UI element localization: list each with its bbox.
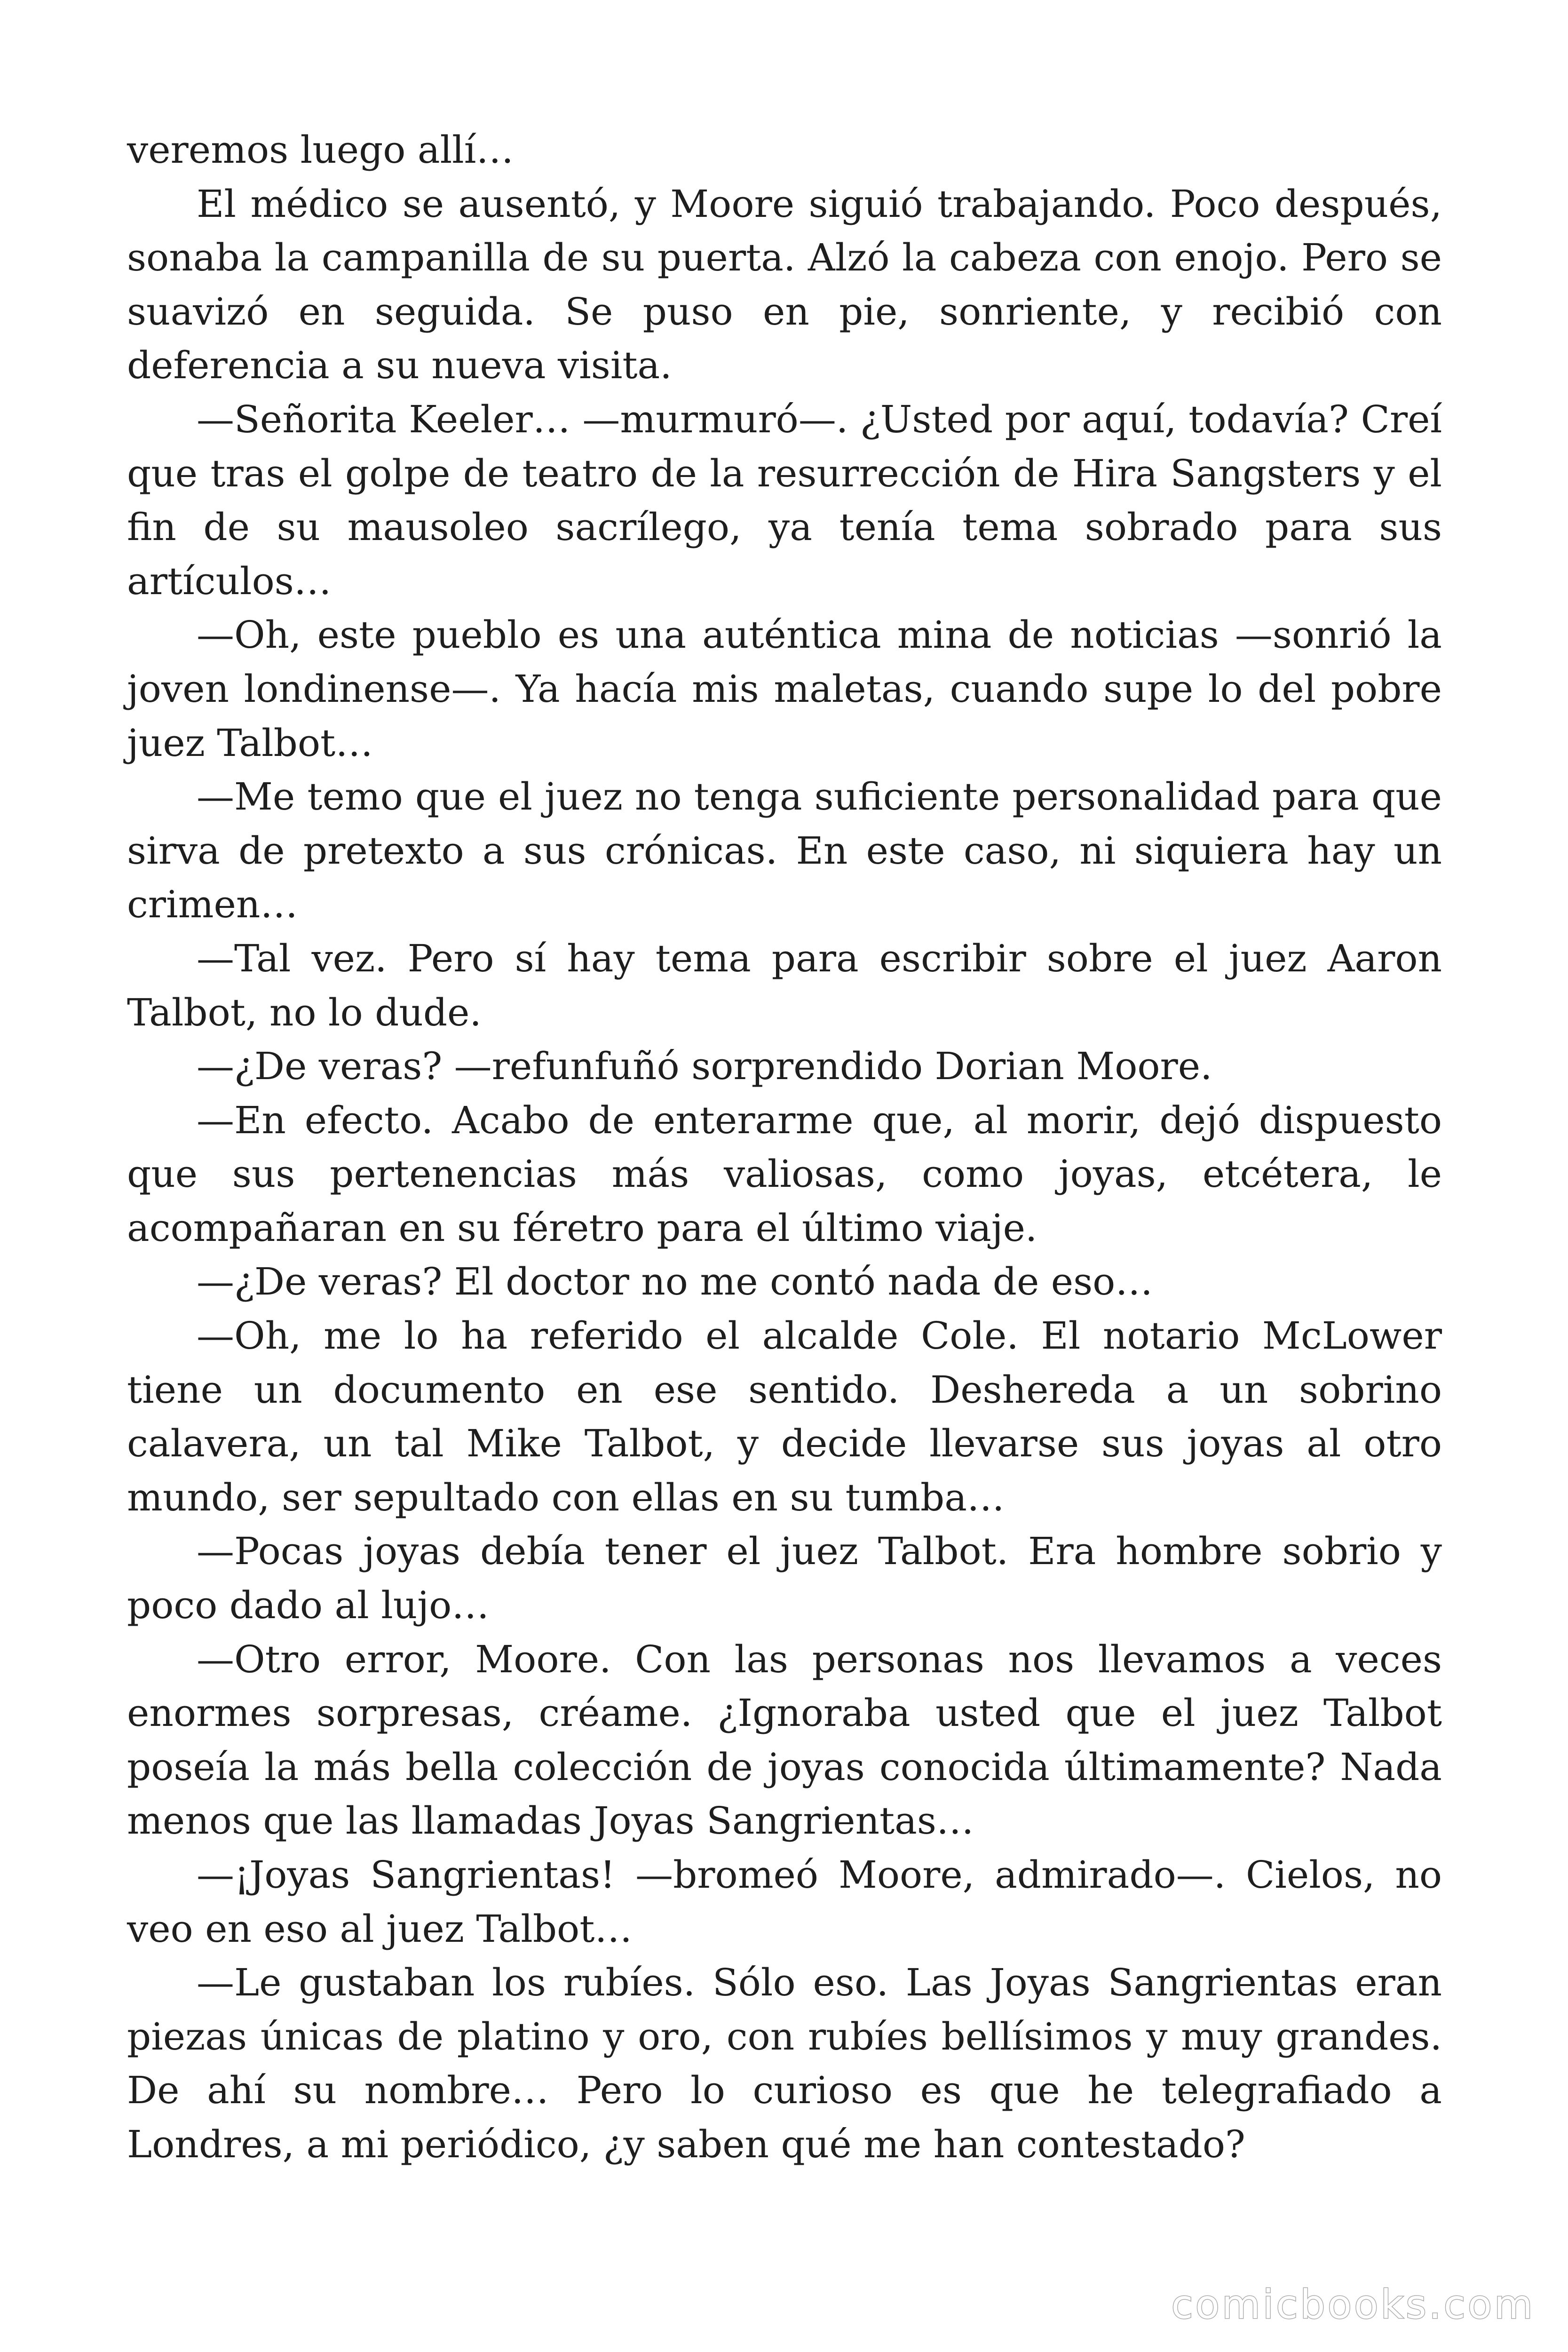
paragraph: —¡Joyas Sangrientas! —bromeó Moore, admirado—. Cielos, no veo en eso al juez Talbot… [127, 1853, 1442, 1951]
paragraph: El médico se ausentó, y Moore siguió trabajando. Poco después, sonaba la campanilla de su puerta. Alzó la cabeza con enojo. Pero se suavizó en seguida. Se puso en pie, sonriente, y recibió con deferencia a su nueva visita. [127, 182, 1442, 388]
paragraph: —Tal vez. Pero sí hay tema para escribir sobre el juez Aaron Talbot, no lo dude. [127, 936, 1442, 1034]
paragraph: veremos luego allí… [127, 128, 514, 172]
book-page-text [127, 123, 1442, 2172]
paragraph: —Me temo que el juez no tenga suficiente personalidad para que sirva de pretexto a sus crónicas. En este caso, ni siquiera hay un crimen… [127, 775, 1442, 927]
paragraph: —Pocas joyas debía tener el juez Talbot. Era hombre sobrio y poco dado al lujo… [127, 1529, 1442, 1628]
paragraph: —Otro error, Moore. Con las personas nos llevamos a veces enormes sorpresas, créame. ¿Ignoraba usted que el juez Talbot poseía la más bella colección de joyas conocida últimamente? Nada menos que las llamadas Joyas Sangrientas… [127, 1637, 1442, 1843]
paragraph: —Señorita Keeler… —murmuró—. ¿Usted por aquí, todavía? Creí que tras el golpe de teatro de la resurrección de Hira Sangsters y el fin de su mausoleo sacrílego, ya tenía tema sobrado para sus artículos… [127, 397, 1442, 603]
paragraph: —Oh, este pueblo es una auténtica mina de noticias —sonrió la joven londinense—. Ya hacía mis maletas, cuando supe lo del pobre juez Talbot… [127, 613, 1442, 765]
watermark-logo: comicbooks.com [1171, 2281, 1535, 2328]
paragraph: —Le gustaban los rubíes. Sólo eso. Las Joyas Sangrientas eran piezas únicas de platino y oro, con rubíes bellísimos y muy grandes. De ahí su nombre… Pero lo curioso es que he telegrafiado a Londres, a mi periódico, ¿y saben qué me han contestado? [127, 1961, 1442, 2166]
paragraph: —¿De veras? —refunfuñó sorprendido Dorian Moore. [197, 1044, 1212, 1089]
paragraph: —En efecto. Acabo de enterarme que, al morir, dejó dispuesto que sus pertenencias más valiosas, como joyas, etcétera, le acompañaran en su féretro para el último viaje. [127, 1098, 1442, 1250]
paragraph: —Oh, me lo ha referido el alcalde Cole. El notario McLower tiene un documento en ese sentido. Deshereda a un sobrino calavera, un tal Mike Talbot, y decide llevarse sus joyas al otro mundo, ser sepultado con ellas en su tumba… [127, 1314, 1442, 1519]
paragraph: —¿De veras? El doctor no me contó nada de eso… [197, 1260, 1153, 1304]
